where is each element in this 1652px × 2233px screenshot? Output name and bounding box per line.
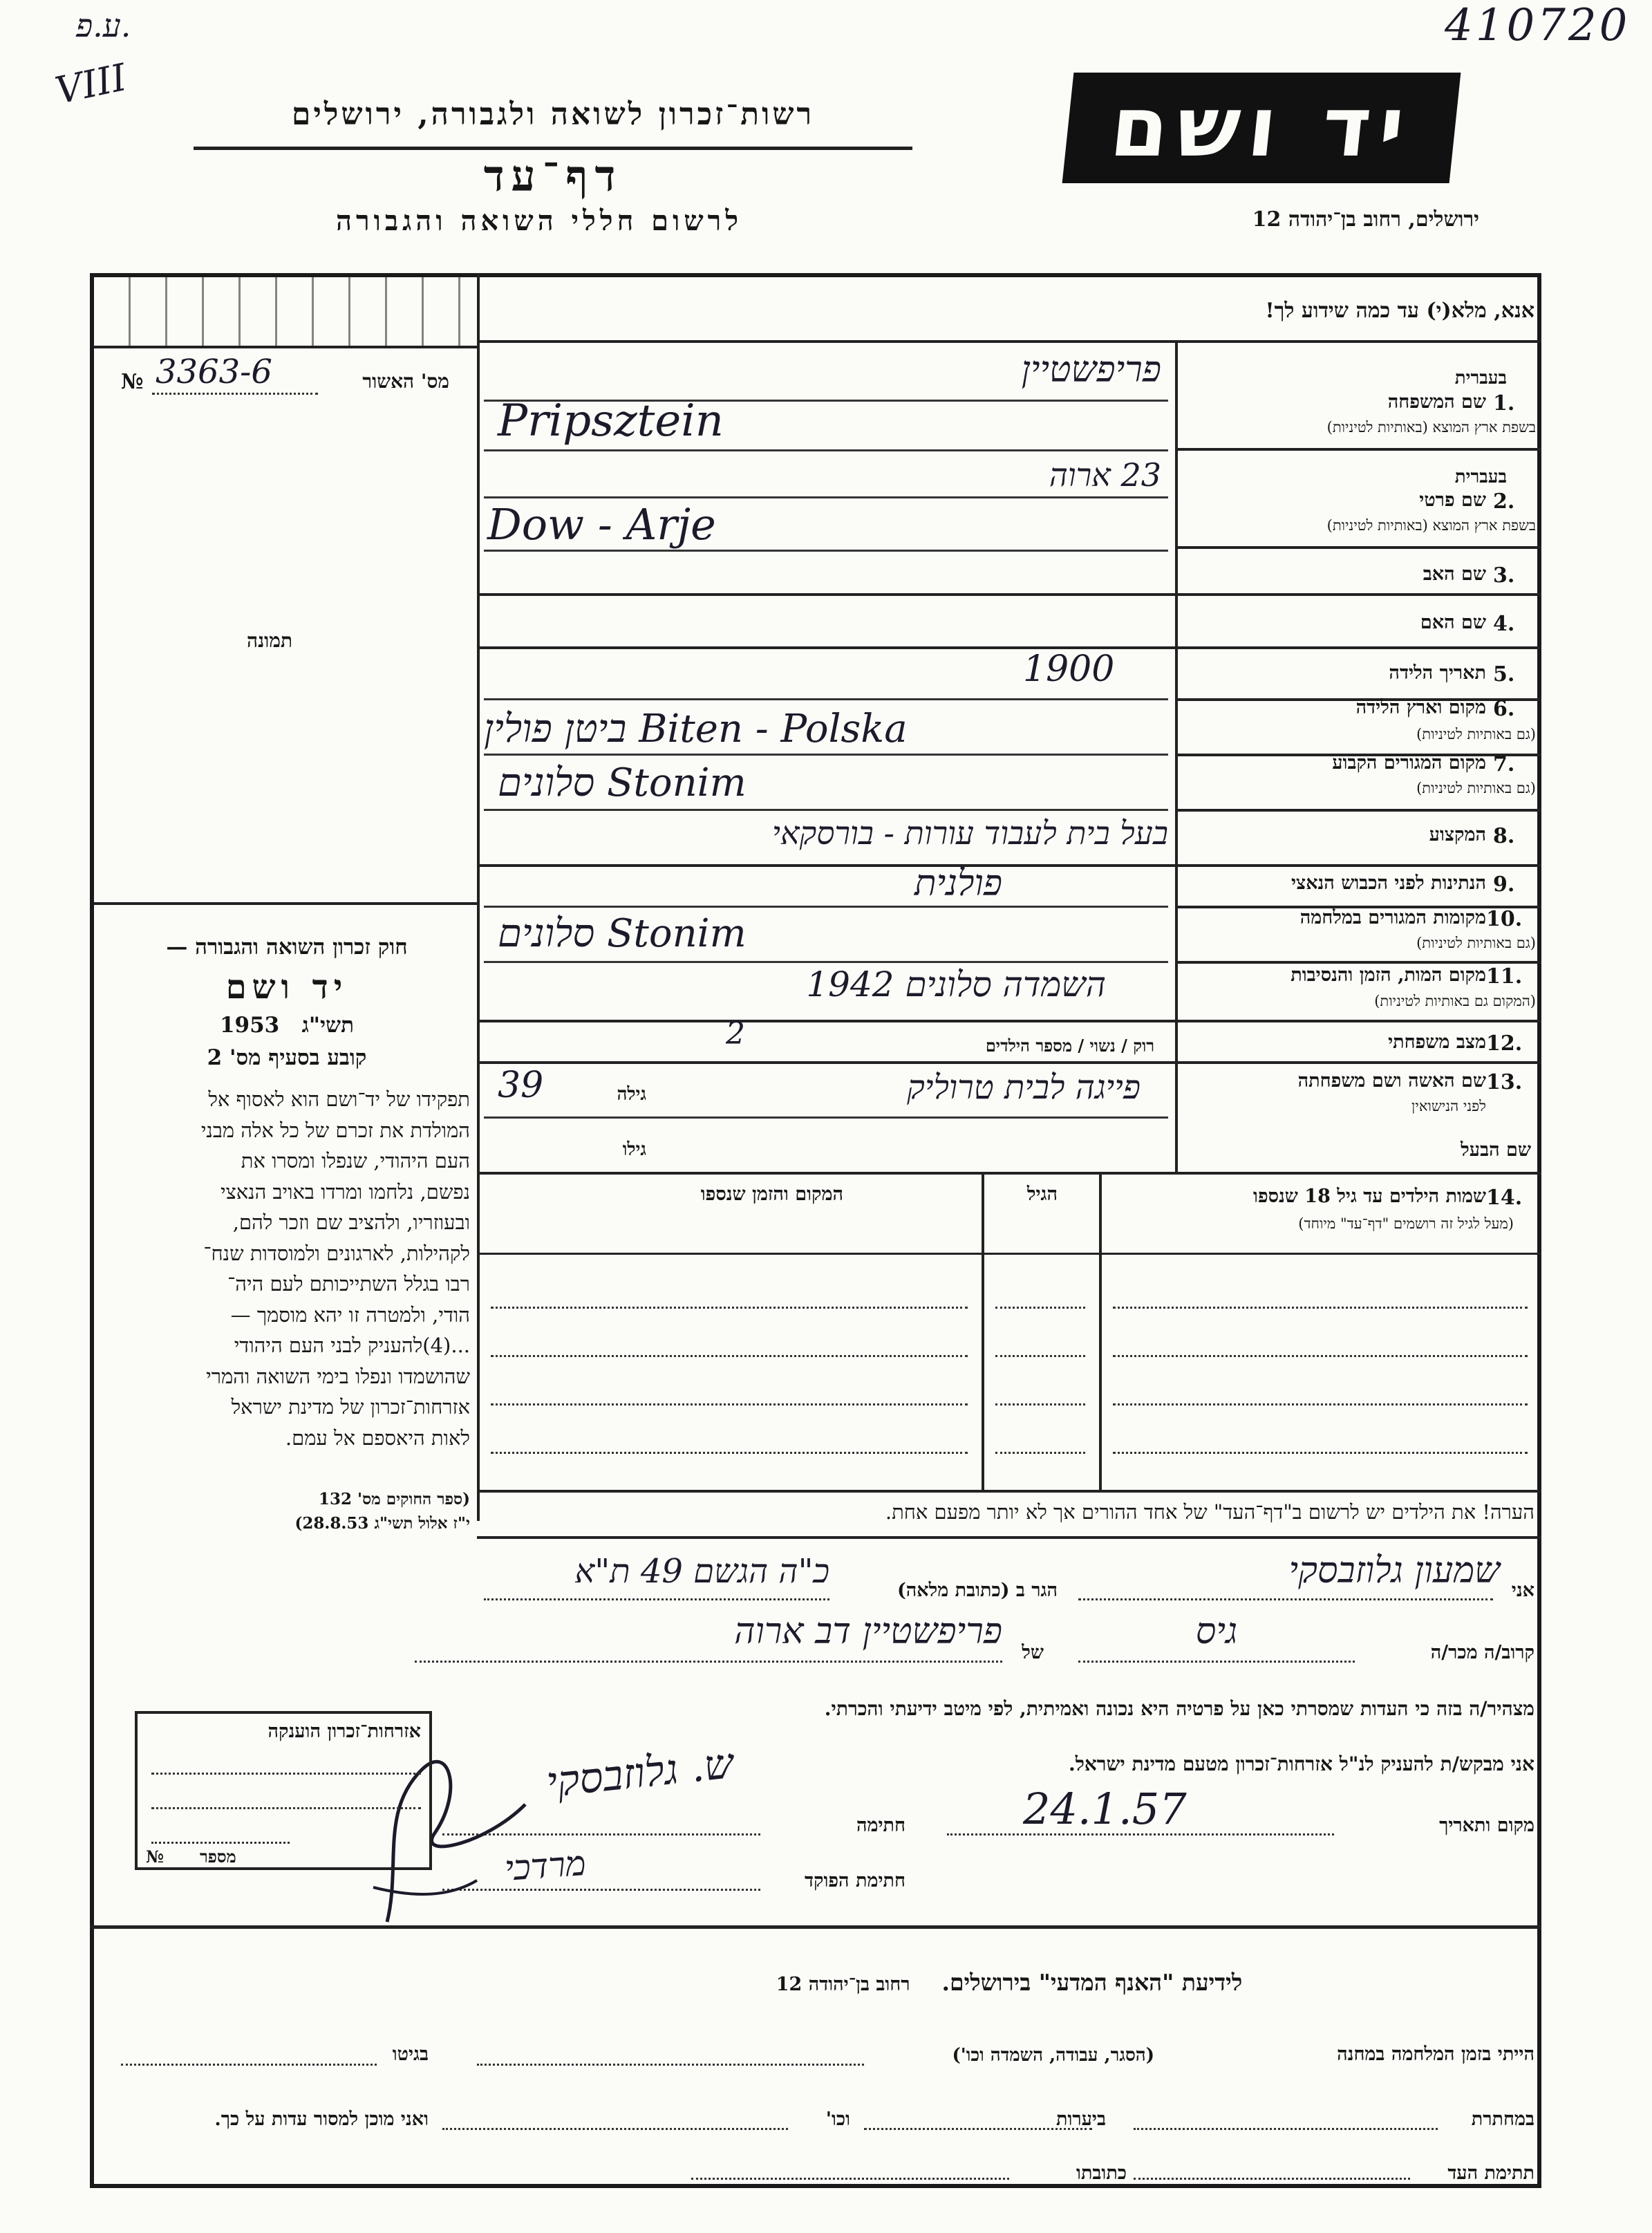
field-8-label: המקצוע (1429, 824, 1486, 845)
declaration-request: אני מבקש/ת להעניק לנ"ל אזרחות־זכרון מטעם מדינת ישראל. (1068, 1753, 1534, 1775)
husband-age-label: גילו (622, 1139, 646, 1160)
field-6-number: 6. (1493, 697, 1515, 721)
children-number: 14. (1486, 1186, 1523, 1210)
law-year: 1953 (219, 1013, 280, 1038)
field-1-hebrew-value: פריפשטיין (1021, 349, 1161, 391)
field-11-sub: (המקום גם באותיות לטיניות) (1374, 993, 1536, 1009)
field-4-number: 4. (1493, 612, 1515, 636)
stamp-box-line (151, 1842, 290, 1844)
children-place-header: המקום והזמן שנספו (700, 1184, 843, 1205)
row-rule (477, 864, 1541, 867)
citizenship-stamp-box (135, 1711, 432, 1870)
field-8-value: בעל בית לעבוד עורות - בורסקאי (771, 814, 1168, 852)
handwritten-roman-numeral: VIII (51, 55, 131, 113)
field-4-label: שם האם (1420, 612, 1486, 633)
declarant-name: שמעון גלוזבסקי (1288, 1550, 1500, 1591)
declarant-name-line (1078, 1598, 1493, 1600)
footer-underground-line (1134, 2128, 1438, 2130)
law-line: ...(4)להעניק לבני העם היהודי (234, 1334, 470, 1357)
field-2-label: שם פרטי (1419, 489, 1486, 511)
field-9-label: הנתינות לפני הכבוש הנאצי (1290, 872, 1486, 894)
form-subtitle: לרשום חללי השואה והגבורה (335, 205, 743, 237)
footer-etc-line (442, 2128, 788, 2130)
child-row-line (1113, 1355, 1528, 1357)
law-line: נפשם, נלחמו ומרדו באויב הנאצי (220, 1179, 470, 1204)
law-section: קובע בסעיף מס' 2 (207, 1045, 367, 1070)
row-rule (1175, 961, 1541, 964)
field-7-label: מקום המגורים הקבוע (1332, 752, 1486, 774)
child-row-line (995, 1307, 1085, 1309)
footer-notice-b: רחוב בן־יהודה 12 (776, 1974, 910, 1995)
footer-ready-label: ואני מוכן למסור עדות על כך. (214, 2109, 429, 2130)
remark-rule (477, 1536, 1541, 1539)
value-line (484, 550, 1168, 552)
value-line (484, 698, 1168, 700)
field-13-age-value: 39 (498, 1065, 544, 1106)
header-address: ירושלים, רחוב בן־יהודה 12 (1252, 207, 1479, 232)
of-line (415, 1661, 1002, 1663)
child-row-line (491, 1355, 968, 1357)
footer-witness-signature-label: תתימת העד (1447, 2162, 1534, 2184)
stamp-box-no-prefix: № (146, 1847, 165, 1867)
remark-text: הערה! את הילדים יש לרשום ב"דף־העד" של אחד ההורים אך לא יותר מפעם אחת. (885, 1500, 1534, 1524)
approval-number: 3363-6 (156, 353, 272, 391)
law-line: המולדת את זכרם של כל אלה מבני (200, 1118, 470, 1142)
field-12-number: 12. (1486, 1031, 1523, 1056)
value-line (484, 449, 1168, 451)
footer-ghetto-line (121, 2064, 377, 2066)
of-value: פריפשטיין דב ארוה (734, 1611, 1002, 1652)
declaration-statement: מצהיר/ה בזה כי העדות שמסרתי כאן על פרטיה היא נכונה ואמיתית, לפי מיטב ידיעתי והכרתי. (824, 1697, 1534, 1720)
field-13-value: פייגה לבית טרוליק (907, 1068, 1141, 1107)
child-row-line (491, 1403, 968, 1405)
field-5-number: 5. (1493, 662, 1515, 686)
row-rule (1175, 809, 1541, 812)
child-row-line (491, 1307, 968, 1309)
field-13-age-label: גילה (617, 1084, 646, 1105)
declarant-label: אני (1511, 1580, 1534, 1601)
field-7-number: 7. (1493, 752, 1515, 776)
footer-notice-a: לידיעת "האנף המדעי" בירושלים. (941, 1969, 1243, 1996)
footer-etc-label: וכו' (825, 2109, 850, 2130)
signature-value: ש. גלוזבסקי (544, 1739, 736, 1807)
value-line (484, 961, 1168, 963)
field-13-sub: לפני הנישואין (1411, 1098, 1486, 1114)
field-6-value: ביטן פולין Biten - Polska (484, 707, 908, 751)
child-row-line (1113, 1307, 1528, 1309)
field-2-hebrew-value: 23 ארוה (1049, 456, 1161, 494)
footer-ghetto-label: בגיטו (392, 2044, 429, 2065)
field-13-label: שם האשה ושם משפחתה (1297, 1070, 1486, 1092)
field-12-inline: רוק / נשוי / מספר הילדים (985, 1036, 1154, 1056)
footer-underground-label: במחתרת (1471, 2109, 1534, 2130)
child-row-line (995, 1355, 1085, 1357)
address-value: כ"ה הגשם 49 ת"א (574, 1552, 829, 1591)
authority-line: רשות־זכרון לשואה ולגבורה, ירושלים (291, 97, 815, 132)
approval-number-line (152, 393, 318, 395)
photo-box-bottom (94, 902, 477, 905)
officer-signature-value: מרדכי (503, 1842, 588, 1889)
relation-line (1078, 1661, 1355, 1663)
field-2-number: 2. (1493, 489, 1515, 514)
address-label: הגר ב (כתובת מלאה) (897, 1580, 1058, 1601)
value-line (484, 809, 1168, 811)
field-10-sub: (גם באותיות לטיניות) (1416, 935, 1536, 951)
field-1-sub: בשפת ארץ המוצא (באותיות לטיניות) (1326, 419, 1536, 436)
children-col-2 (1099, 1172, 1102, 1490)
field-1-latin-value: Pripsztein (498, 395, 724, 447)
request-text: אנא, מלא(י) עד כמה שידוע לך! (1265, 299, 1534, 323)
law-line: רבו בגלל השתייכותם לעם היה־ (227, 1272, 470, 1296)
row-rule (477, 646, 1541, 649)
field-5-label: תאריך הלידה (1389, 662, 1486, 684)
place-date-label: מקום ותאריך (1439, 1815, 1534, 1836)
stamp-box-no-label: מספר (200, 1847, 236, 1867)
value-line (484, 906, 1168, 908)
footer-rule (90, 1925, 1541, 1929)
field-3-label: שם האב (1423, 563, 1486, 585)
of-label: של (1022, 1642, 1044, 1663)
child-row-line (1113, 1403, 1528, 1405)
label-column-border (1175, 342, 1178, 1172)
field-10-number: 10. (1486, 907, 1523, 931)
children-bottom-rule (477, 1490, 1541, 1493)
footer-address-line (691, 2178, 1009, 2180)
field-3-number: 3. (1493, 563, 1515, 588)
field-9-value: פולנית (914, 863, 1002, 904)
approval-no-prefix: № (121, 370, 144, 394)
photo-label: תמונה (246, 629, 293, 652)
row-rule (477, 593, 1541, 596)
stamp-box-line (151, 1807, 421, 1809)
law-year-row (104, 1013, 470, 1038)
law-line: לאות היאספם אל עמם. (285, 1426, 470, 1450)
left-column-border (477, 273, 480, 1521)
archive-number: 410720 (1445, 0, 1631, 51)
approval-box (94, 277, 477, 346)
children-header-rule (477, 1253, 1541, 1255)
approval-label: מס' האשור (362, 370, 449, 393)
footer-camp-label: הייתי בזמן המלחמה במחנה (1337, 2044, 1534, 2065)
field-10-value: סלונים Stonim (498, 911, 747, 956)
field-2-sub: בשפת ארץ המוצא (באותיות לטיניות) (1326, 517, 1536, 534)
child-row-line (491, 1452, 968, 1454)
field-2-latin-value: Dow - Arje (487, 499, 716, 550)
law-year-hebrew: תשי"ג (301, 1013, 355, 1038)
husband-name-label: שם הבעל (1461, 1139, 1531, 1161)
field-1-number: 1. (1493, 391, 1515, 415)
field-1-hint: בעברית (1454, 368, 1507, 389)
row-rule (477, 1020, 1541, 1022)
field-7-value: סלונים Stonim (498, 760, 747, 805)
value-line (484, 754, 1168, 756)
approval-rule (94, 346, 477, 348)
field-5-value: 1900 (1023, 648, 1115, 690)
field-11-value: השמדה סלונים 1942 (806, 964, 1106, 1005)
field-1-label: שם המשפחה (1387, 391, 1486, 413)
law-line: אזרחות־זכרון של מדינת ישראל (231, 1395, 470, 1419)
stamp-box-line (151, 1773, 421, 1775)
field-11-number: 11. (1486, 964, 1523, 989)
place-date-line (947, 1833, 1334, 1835)
field-7-sub: (גם באותיות לטיניות) (1416, 780, 1536, 796)
stamp-box-title: אזרחות־זכרון הוענקה (267, 1721, 421, 1742)
value-line (484, 1116, 1168, 1119)
law-text (104, 1084, 470, 1453)
handwritten-corner-note: ע.פ. (76, 7, 131, 44)
law-line: הודי, ולמטרה זו יהא מוסמך — (230, 1302, 470, 1327)
field-9-number: 9. (1493, 872, 1515, 897)
footer-forests-line (864, 2128, 1092, 2130)
form-title: דף־עד (483, 151, 623, 201)
child-row-line (995, 1403, 1085, 1405)
field-6-sub: (גם באותיות לטיניות) (1416, 726, 1536, 742)
footer-witness-signature-line (1134, 2178, 1410, 2180)
children-note: (מעל לגיל זה רושמים "דף־עד" מיוחד) (1298, 1215, 1514, 1232)
row-rule (477, 1061, 1541, 1064)
field-6-label: מקום וארץ הלידה (1355, 697, 1486, 718)
field-12-label: מצב משפחתי (1388, 1031, 1486, 1053)
row-rule (1175, 546, 1541, 549)
value-line (484, 496, 1168, 498)
row-rule (477, 1172, 1541, 1175)
child-row-line (995, 1452, 1085, 1454)
children-age-header: הגיל (1026, 1184, 1058, 1205)
row-rule (1175, 448, 1541, 451)
footer-camp-hint: (הסגר, עבודה, השמדה וכו') (952, 2045, 1154, 2066)
officer-signature-label: חתימת הפוקד (805, 1870, 905, 1891)
law-reference-1: (ספר החוקים מס' 132 (319, 1490, 470, 1508)
field-10-label: מקומות המגורים במלחמה (1299, 907, 1486, 928)
footer-address-label: כתובתו (1076, 2162, 1127, 2184)
law-line: תפקידו של יד־ושם הוא לאסוף אל (208, 1087, 470, 1111)
place-date-value: 24.1.57 (1023, 1784, 1187, 1834)
field-2-hint: בעברית (1454, 467, 1507, 487)
footer-camp-line (477, 2064, 864, 2066)
header-rule (194, 147, 912, 150)
children-col-1 (982, 1172, 984, 1490)
law-name: יד ושם (225, 968, 348, 1007)
law-reference-2: י"ז אלול תשי"ג 28.8.53) (294, 1514, 470, 1533)
children-title: שמות הילדים עד גיל 18 שנספו (1253, 1186, 1486, 1207)
field-8-number: 8. (1493, 824, 1515, 848)
signature-label: חתימה (856, 1815, 905, 1836)
footer-notice (484, 1969, 1534, 1997)
footer-forests-label: ביערות (1055, 2109, 1106, 2130)
law-line: לקהילות, לארגונים ולמוסדות שנח־ (203, 1241, 470, 1265)
relation-label: קרוב/ה מכר/ה (1430, 1642, 1534, 1663)
law-line: ובעוזריו, ולהציב שם וזכר להם, (232, 1211, 470, 1234)
law-line: שהושמדו ונפלו בימי השואה והמרי (206, 1364, 470, 1388)
law-title: חוק זכרון השואה והגבורה — (166, 935, 408, 960)
relation-value: גיס (1195, 1611, 1238, 1652)
law-line: העם היהודי, שנפלו ומסרו את (241, 1149, 470, 1172)
yad-vashem-logo: יד ושם (1062, 73, 1461, 183)
child-row-line (1113, 1452, 1528, 1454)
field-13-number: 13. (1486, 1070, 1523, 1094)
field-12-value: 2 (726, 1016, 745, 1052)
request-rule (477, 340, 1541, 343)
address-line (484, 1598, 829, 1600)
field-11-label: מקום המות, הזמן והנסיבות (1290, 964, 1486, 986)
